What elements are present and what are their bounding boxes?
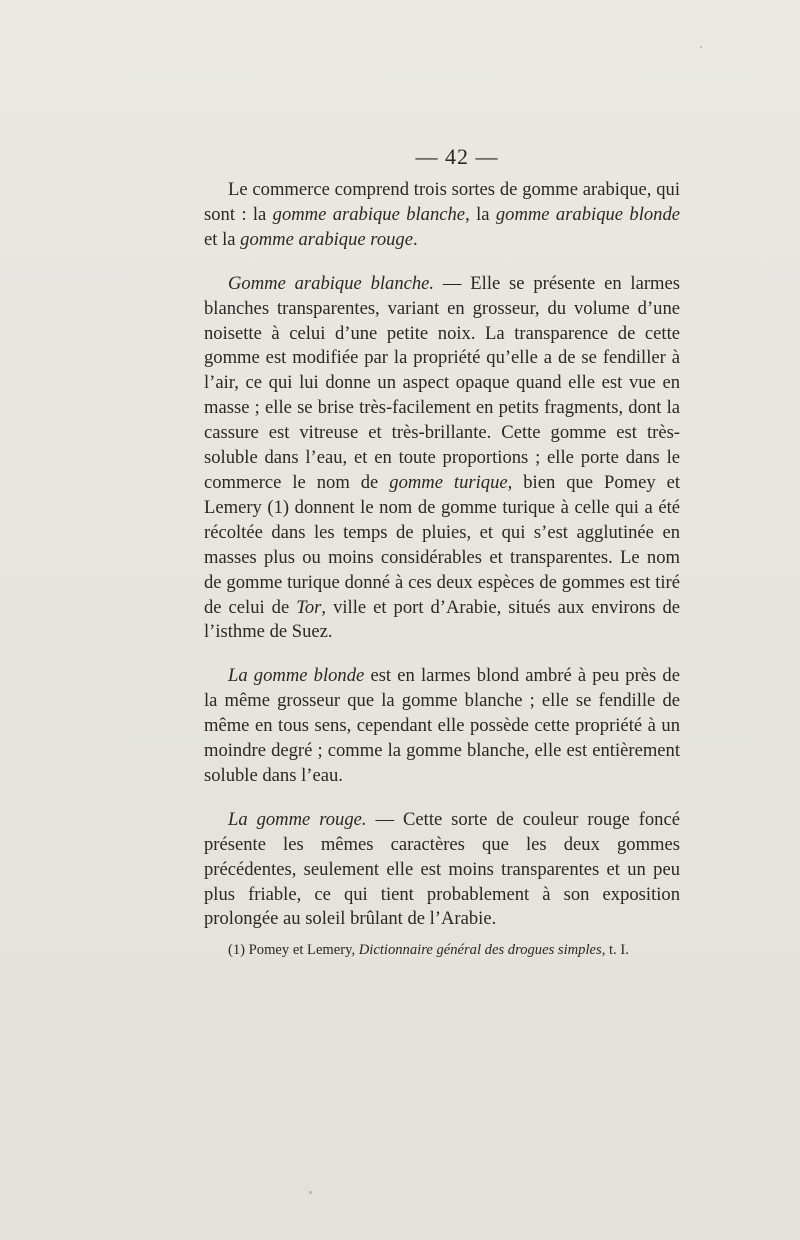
paper-speck xyxy=(309,1191,312,1194)
section-heading: La gomme rouge. xyxy=(228,808,367,830)
paragraph-gomme-blonde xyxy=(204,664,680,789)
footnote-text: , t. I. xyxy=(601,942,629,959)
paragraph-gomme-blanche xyxy=(204,272,680,646)
italic-term: gomme arabique blonde xyxy=(495,203,680,225)
text-run: , bien que Pomey et Lemery (1) donnent le nom de gomme turique à celle qui a été récoltée dans les temps de pluies, et qui s’est agglutinée en masses plus ou moins considérables et transparentes. Le nom de gomme turique donné à ces deux espèces de gommes est tiré de celui de xyxy=(204,471,681,618)
section-heading: La gomme blonde xyxy=(228,665,365,687)
page-number: — 42 — xyxy=(415,144,499,169)
text-run: Le commerce comprend trois sortes de gomme arabique, qui sont : la xyxy=(204,179,680,225)
paragraph-gomme-rouge xyxy=(204,808,680,933)
italic-term: gomme arabique rouge xyxy=(240,228,413,250)
text-block xyxy=(204,142,680,960)
text-run: , la xyxy=(465,203,496,225)
footnote-text: (1) Pomey et Lemery, xyxy=(228,942,359,959)
text-run: , ville et port d’Arabie, situés aux environs de l’isthme de Suez. xyxy=(204,596,681,643)
footnote xyxy=(204,940,680,960)
text-run: . xyxy=(412,228,418,250)
text-run: — Elle se présente en larmes blanches transparentes, variant en grosseur, du volume d’une noisette à celui d’une petite noix. La transparence de cette gomme est modifiée par la propriété qu’elle a de se fendiller à l’air, ce qui lui donne un aspect opaque quand elle est vue en masse ; elle se brise très-facilement en petits fragments, dont la cassure est vitreuse et très-brillante. Cette gomme est très-soluble dans l’eau, et en toute proportions ; elle porte dans le commerce le nom de xyxy=(204,272,680,493)
italic-term: gomme arabique blanche xyxy=(272,203,466,225)
footnote-title: Dictionnaire général des drogues simples xyxy=(358,942,602,959)
paragraph-intro xyxy=(204,178,680,253)
text-run: est en larmes blond ambré à peu près de la même grosseur que la gomme blanche ; elle se fendille de même en tous sens, cependant elle possède cette propriété à un moindre degré ; comme la gomme blanche, elle est entièrement soluble dans l’eau. xyxy=(204,665,680,786)
italic-term: gomme turique xyxy=(389,471,508,493)
italic-term: Tor xyxy=(296,596,322,618)
paper-speck xyxy=(700,46,702,48)
section-heading: Gomme arabique blanche. xyxy=(228,272,435,294)
text-run: — Cette sorte de couleur rouge foncé présente les mêmes caractères que les deux gommes précédentes, seulement elle est moins transparentes et un peu plus friable, ce qui tient probablement à son exposition prolongée au soleil brûlant de l’Arabie. xyxy=(204,808,680,930)
text-run: et la xyxy=(204,228,241,250)
